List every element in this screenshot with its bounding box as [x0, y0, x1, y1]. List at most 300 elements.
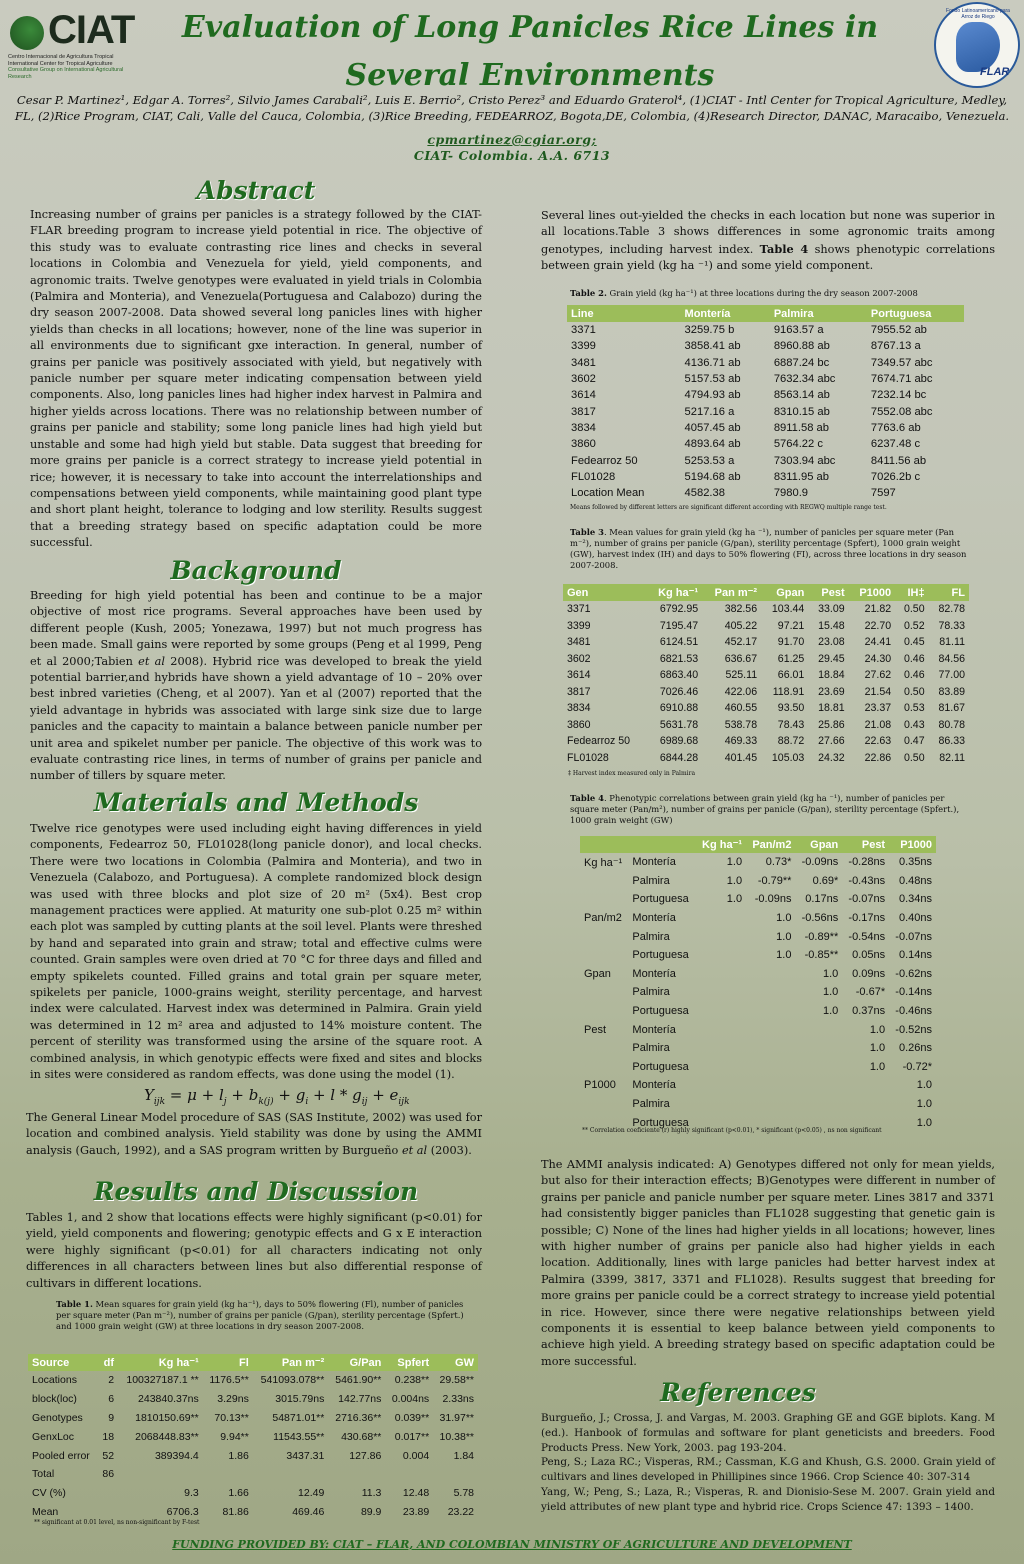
table4-cell: Portuguesa — [632, 1005, 689, 1018]
table4-cell: 1.0 — [776, 930, 792, 943]
background-text-part: 2008). Hybrid rice was developed to break the yield potential barrier,and hybrids have shown a yield advantage of 10 – 20% over best inbred varieties (Cheng, et al 2007). Yan et al (2007) reported that the yield advantage in hybrids was associated with large sink size due to large panicles and the capacity to maintain a balance between panicle number per unit area and spikelet number per panicle. The objective of this work was to evaluate contrasting rice lines, in terms of number of grains per panicle and number of tillers by square meter. — [30, 654, 482, 783]
table1-cell — [118, 1465, 203, 1484]
table2-caption-text: Grain yield (kg ha⁻¹) at three locations during the dry season 2007-2008 — [606, 288, 918, 298]
table1-cell: 9.3 — [184, 1487, 199, 1500]
table3-row — [563, 684, 969, 701]
background-heading: Background — [170, 556, 342, 585]
methods-text: Twelve rice genotypes were used including eight having differences in yield components, Fedearroz 50, FL01028(long panicle donor), and local checks. There were two locations in Colombia (Palmira and Monteria), and two in Venezuela (Calabozo, and Portuguesa). A complete randomized block design was used with three blocks and plot size of 20 m² (5x4). Best crop management practices were applied. At maturity one sub-plot 0.25 m² within each plot was sampled by cutting plants at the soil level. Plants were threshed by hand and separated into grain and straw; total and effective culms were counted. Grain samples were oven dried at 70 °C for three days and filled and empty spikelets counted. Filled grains and total grain per square meter, spikelets per panicle, 1000-grains weight, sterility percentage, and harvest index were calculated. Harvest index was determined in Palmira. Grain yield was determined in 12 m² area and adjusted to 14% moisture content. The percent of sterility was transformed using the arsine of the square root. A combined analysis, in which genotypic effects were fixed and sites and blocks in sites were considered as random effects, was done using the model (1). — [30, 822, 482, 1082]
table1-cell: 1.86 — [228, 1449, 249, 1462]
table4-cell — [580, 1095, 628, 1114]
table1-cell: 6 — [108, 1393, 115, 1406]
table4-cell: 1.0 — [869, 1060, 886, 1073]
table1-row — [28, 1371, 478, 1390]
table3-cell: 78.33 — [938, 619, 965, 632]
table4-cell — [795, 1058, 842, 1077]
table2-row — [567, 420, 964, 436]
table2-caption — [570, 288, 970, 299]
table4-cell: -0.07ns — [895, 930, 932, 943]
table2-row — [567, 469, 964, 485]
table4-header-cell — [580, 836, 628, 853]
table4-cell: -0.09ns — [754, 893, 792, 906]
poster-title: Evaluation of Long Panicles Rice Lines in Several Environments — [181, 10, 879, 93]
table3-cell: 91.70 — [777, 636, 805, 649]
table4-cell — [696, 1002, 746, 1021]
table3-row — [563, 700, 969, 717]
table4-cell — [842, 1095, 889, 1114]
table1-caption — [56, 1299, 466, 1332]
table1-cell: 29.58** — [439, 1374, 474, 1387]
table1-cell: 100327187.1 ** — [126, 1374, 199, 1387]
table4-header-cell: Kg ha⁻¹ — [696, 836, 746, 853]
ciat-sub-line: International Center for Tropical Agriculture — [8, 60, 113, 67]
table1-row — [28, 1484, 478, 1503]
background-text-part: Breeding for high yield potential has been and continue to be a major objective of most rice programs. Several approaches have been used by different people (Kush, 2005; Yonezawa, 1997) but not much progress has been made. Small gains were reported by some groups (Peng et al 1999, Peng et al 2000;Tabien — [30, 589, 482, 668]
table2-cell: 4582.38 — [684, 487, 725, 500]
table4-row — [580, 946, 936, 965]
table2-cell: 4794.93 ab — [684, 389, 741, 402]
table1-cell: 1176.5** — [209, 1374, 249, 1387]
table1-cell: 469.46 — [292, 1505, 325, 1518]
table4-row — [580, 1020, 936, 1039]
table2-cell: 7026.2b c — [870, 470, 921, 483]
table3-cell: 23.69 — [818, 685, 845, 698]
table4-cell: -0.43ns — [848, 874, 886, 887]
table4-caption-label: Table 4 — [570, 793, 604, 803]
table1-cell: Total — [32, 1468, 55, 1481]
table4-cell: 0.26ns — [898, 1042, 932, 1055]
table2-cell: 7674.71 abc — [870, 373, 933, 386]
table1-cell: 1810150.69** — [135, 1411, 199, 1424]
table4-row — [580, 1002, 936, 1021]
ciat-sub-line: Consultative Group on International Agricultural Research — [8, 67, 124, 80]
table2-cell: 7597 — [870, 487, 896, 500]
table4-cell — [696, 946, 746, 965]
email-link[interactable]: cpmartinez@cgiar.org; — [427, 132, 597, 147]
table3-cell: 29.45 — [818, 652, 845, 665]
table2-cell: 5157.53 ab — [684, 373, 741, 386]
table4-note: ** Correlation coeficiente (r) highly significant (p<0.01), * significant (p<0.05) , ns non significant — [582, 1127, 882, 1134]
table3-cell: 0.52 — [903, 619, 925, 632]
table1-cell: 54871.01** — [272, 1411, 325, 1424]
equation-text: $Y_{ijk} = \mu + l_j + b_{k(j)} + g_i + l * g_{ij} + e_{ijk}$ — [144, 1086, 410, 1107]
table1-cell: 2068448.83** — [135, 1430, 199, 1443]
table4 — [580, 836, 936, 1132]
table2-cell: Fedearroz 50 — [571, 454, 638, 467]
table4-cell — [580, 983, 628, 1002]
table4-cell: -0.62ns — [895, 967, 932, 980]
table1-cell: 9.94** — [220, 1430, 249, 1443]
table1-cell: 70.13** — [214, 1411, 249, 1424]
table4-cell: 1.0 — [726, 893, 743, 906]
table1-cell: 31.97** — [439, 1411, 474, 1424]
table4-header-cell: P1000 — [889, 836, 936, 853]
table4-cell — [746, 1095, 795, 1114]
table4-cell: 1.0 — [726, 874, 743, 887]
methods-text-part: The General Linear Model procedure of SAS (SAS Institute, 2002) was used for location and combined analysis. Yield stability was done by using the AMMI analysis (Gauch, 1992), and a SAS program written by Burgueño — [26, 1111, 482, 1157]
table1-cell: 389394.4 — [154, 1449, 199, 1462]
table4-cell: 1.0 — [822, 967, 839, 980]
table4-cell: -0.67* — [855, 986, 886, 999]
table4-cell: Portuguesa — [632, 1060, 689, 1073]
table2-cell: 4893.64 ab — [684, 438, 741, 451]
table4-cell: 1.0 — [869, 1023, 886, 1036]
table4-cell: 0.37ns — [852, 1005, 886, 1018]
table4-cell — [580, 946, 628, 965]
table4-cell: -0.52ns — [895, 1023, 932, 1036]
table4-cell — [696, 1039, 746, 1058]
table4-cell: 0.17ns — [805, 893, 839, 906]
table2-cell: 5764.22 c — [773, 438, 823, 451]
authors: Cesar P. Martinez¹, Edgar A. Torres², Silvio James Carabali², Luis E. Berrio², Cristo Perez³ and Eduardo Graterol⁴, (1)CIAT - Intl Center for Tropical Agriculture, Medley, FL, (2)Rice Program, CIAT, Cali, Valle del Cauca, Colombia, (3)Rice Breeding, FEDEARROZ, Bogota,DE, Colombia, (4)Research Director, DANAC, Maracaibo, Venezuela. — [14, 93, 1010, 123]
table2-row — [567, 355, 964, 371]
table4-cell: Montería — [632, 1079, 676, 1092]
table3-cell: 24.32 — [818, 751, 845, 764]
table4-cell: -0.17ns — [848, 912, 886, 925]
table1-cell: 3437.31 — [286, 1449, 325, 1462]
table2-cell: 5253.53 a — [684, 454, 735, 467]
methods-text-part: (2003). — [427, 1143, 472, 1157]
table4-cell — [696, 1058, 746, 1077]
table1-header-cell: Spfert — [385, 1354, 433, 1371]
table3-caption-text: . Mean values for grain yield (kg ha ⁻¹), number of panicles per square meter (Pan m⁻²), number of grains per panicle (G/pan), sterility percentage (Spfert), 1000 grain weight (GW), harvest index (IH) and days to 50% flowering (FI), across three locations in dry season 2007-2008. — [570, 527, 967, 570]
equation-svg — [142, 1084, 410, 1110]
table4-cell — [746, 1076, 795, 1095]
table2-cell: 7303.94 abc — [773, 454, 836, 467]
table3-cell: 6863.40 — [659, 669, 699, 682]
table3-cell: 21.82 — [864, 603, 892, 616]
table4-cell: -0.46ns — [895, 1005, 932, 1018]
table2-cell: 8311.95 ab — [773, 470, 829, 483]
table3-cell: 77.00 — [938, 669, 965, 682]
table4-row — [580, 927, 936, 946]
table1-row — [28, 1427, 478, 1446]
table4-cell: 1.0 — [822, 1005, 839, 1018]
table1-cell: 89.9 — [360, 1505, 382, 1518]
table2-cell: 5217.16 a — [684, 405, 735, 418]
table3-cell: 24.30 — [864, 652, 892, 665]
table4-cell — [746, 1002, 795, 1021]
table2-cell: 3371 — [571, 324, 596, 337]
reference-item: Burgueño, J.; Crossa, J. and Vargas, M. 2003. Graphing GE and GGE biplots. Kang. M (ed.). Hanbook of formulas and software for plant geneticists and breeders. Food Products Press. New York, 2003. pag 193-204. — [541, 1412, 995, 1454]
table2-row — [567, 403, 964, 419]
table3-cell: 0.46 — [903, 669, 925, 682]
table4-row — [580, 1058, 936, 1077]
table4-cell — [746, 1020, 795, 1039]
results-text: Tables 1, and 2 show that locations effects were highly significant (p<0.01) for yield, yield components and flowering; genotypic effects and G x E interaction were highly significant (p<0.01) for all characters indicating not only differences in all characters between lines but also differential response of cultivars in different locations. — [26, 1211, 482, 1290]
table3-header-cell: Gen — [563, 584, 646, 601]
table2-cell: 3614 — [571, 389, 596, 402]
table1-cell — [97, 1484, 118, 1503]
table3-cell: 93.50 — [777, 702, 805, 715]
table1-header-cell: Kg ha⁻¹ — [118, 1354, 203, 1371]
table1-cell: 5461.90** — [335, 1374, 382, 1387]
table2-row — [567, 322, 964, 338]
table1-cell: 3015.79ns — [275, 1393, 325, 1406]
table3-cell: 0.45 — [903, 636, 925, 649]
table3-row — [563, 618, 969, 635]
table1-cell: 0.238** — [394, 1374, 430, 1387]
table3-cell: 382.56 — [724, 603, 758, 616]
table3 — [563, 584, 969, 766]
methods-text-2 — [26, 1110, 482, 1159]
table4-header-row — [580, 836, 936, 853]
table4-header-cell — [628, 836, 695, 853]
references-heading: References — [660, 1378, 816, 1407]
table2-cell: 7955.52 ab — [870, 324, 927, 337]
table3-cell: 66.01 — [777, 669, 805, 682]
table4-header-cell: Gpan — [795, 836, 842, 853]
table1-header-cell: Fl — [203, 1354, 253, 1371]
table3-cell: 22.86 — [864, 751, 892, 764]
table3-row — [563, 634, 969, 651]
table1-cell: 2.33ns — [442, 1393, 474, 1406]
address: CIAT- Colombia. A.A. 6713 — [413, 148, 611, 163]
table2-cell: 8310.15 ab — [773, 405, 830, 418]
table4-cell: 1.0 — [916, 1079, 932, 1092]
table3-cell: 82.11 — [939, 751, 965, 764]
table1-cell — [385, 1465, 433, 1484]
table1-cell: 127.86 — [349, 1449, 382, 1462]
abstract-text: Increasing number of grains per panicles is a strategy followed by the CIAT-FLAR breeding program to increase yield potential in rice. The objective of this study was to evaluate contrasting rice lines and checks in several locations in Colombia and Venezuela for yield, yield components, and agronomic traits. Twelve genotypes were evaluated in yield trials in Colombia (Palmira and Monteria), and Venezuela(Portuguesa and Calabozo) during the dry season 2007-2008. Data showed several long panicles lines with higher yields than checks in all locations; however, none of the line was superior in all environments due to significant gxe interaction. In general, number of grains per panicle was positively associated with yield, but negatively with panicle number per square meter indicating compensation between yield components. Also, long panicles lines had higher index harvest in Palmira and higher yields across locations. There was no relationship between number of grains per panicle and stability; some long panicle lines had high yield but unstable and some had high yield but stable. Data suggest that breeding for more grains per panicle is a correct strategy to increase yield potential in rice; however, it is necessary to take into account the interrelationships and compensations between yield components, while maintaining good plant type and short plant height, tolerance to lodging and low sterility. Results suggest that a breeding strategy based on specific adaptation could be more successful. — [30, 208, 482, 550]
table4-row — [580, 1095, 936, 1114]
table4-cell: Palmira — [632, 930, 670, 943]
table4-row — [580, 1076, 936, 1095]
table1-caption-text: Mean squares for grain yield (kg ha⁻¹), days to 50% flowering (Fl), number of panicles per square meter (Pan m⁻²), number of grains per panicle (G/pan), sterility percentage (Spfert.) and 1000 grain weight (GW) at three locations in dry season 2007-2008. — [56, 1299, 464, 1331]
table1-cell: 1.84 — [453, 1449, 474, 1462]
table4-cell: 0.35ns — [898, 856, 932, 869]
ciat-logo-subtitle — [8, 54, 138, 80]
table1-cell: block(loc) — [32, 1393, 77, 1406]
table4-cell — [795, 1076, 842, 1095]
table3-caption-label: Table 3 — [570, 527, 604, 537]
table1 — [28, 1354, 478, 1521]
table1-row — [28, 1409, 478, 1428]
table4-cell — [580, 872, 628, 891]
table2-row — [567, 387, 964, 403]
table4-cell: 0.69* — [812, 874, 839, 887]
table4-cell — [580, 1002, 628, 1021]
table3-cell: 86.33 — [938, 735, 965, 748]
table4-row — [580, 853, 936, 872]
table1-cell: Pooled error — [32, 1449, 90, 1462]
table1-cell: 52 — [102, 1449, 115, 1462]
table4-cell: 1.0 — [776, 912, 792, 925]
table3-header-cell: FL — [929, 584, 969, 601]
table1-cell: 0.039** — [394, 1411, 430, 1424]
table3-row — [563, 733, 969, 750]
table4-cell: Montería — [632, 1023, 676, 1036]
table1-cell: 430.68** — [341, 1430, 382, 1443]
table3-cell: 81.11 — [939, 636, 965, 649]
table1-row — [28, 1390, 478, 1409]
table4-header-cell: Pest — [842, 836, 889, 853]
table3-cell: 84.56 — [938, 652, 965, 665]
table3-cell: 61.25 — [777, 652, 805, 665]
table3-cell: 7195.47 — [659, 619, 699, 632]
table3-cell: 3481 — [567, 636, 591, 649]
table2-cell: 7980.9 — [773, 487, 809, 500]
results-heading: Results and Discussion — [93, 1177, 419, 1206]
table1-cell: GenxLoc — [32, 1430, 75, 1443]
table1-header-cell: Pan m⁻² — [253, 1354, 329, 1371]
flar-map-icon — [956, 22, 1000, 72]
table4-cell: -0.56ns — [801, 912, 839, 925]
table4-cell — [580, 927, 628, 946]
table4-cell — [842, 1076, 889, 1095]
table3-cell: 82.78 — [938, 603, 965, 616]
table4-row — [580, 872, 936, 891]
table4-row — [580, 909, 936, 928]
background-text — [30, 588, 482, 785]
table2-cell: 3834 — [571, 421, 596, 434]
table2-header-cell: Line — [567, 305, 681, 322]
table2-cell: 7763.6 ab — [870, 421, 921, 434]
table2-cell: 7632.34 abc — [773, 373, 836, 386]
table2-cell: 8563.14 ab — [773, 389, 830, 402]
table4-cell — [696, 1076, 746, 1095]
table1-header-cell: G/Pan — [328, 1354, 385, 1371]
funding-note: FUNDING PROVIDED BY: CIAT – FLAR, AND COLOMBIAN MINISTRY OF AGRICULTURE AND DEVELOPMENT — [172, 1538, 852, 1551]
table1-header-row — [28, 1354, 478, 1371]
table1-cell: 3.29ns — [217, 1393, 249, 1406]
table3-cell: 0.47 — [903, 735, 925, 748]
table4-cell: 0.34ns — [898, 893, 932, 906]
table3-cell: 405.22 — [724, 619, 758, 632]
table1-cell — [328, 1465, 385, 1484]
ciat-leaf-icon — [10, 16, 44, 50]
table3-cell: 80.78 — [938, 718, 965, 731]
table3-header-cell: P1000 — [849, 584, 896, 601]
table3-cell: 0.53 — [903, 702, 925, 715]
table4-cell — [696, 909, 746, 928]
table4-cell: -0.28ns — [848, 856, 886, 869]
table3-cell: 3860 — [567, 718, 591, 731]
table2-cell: FL01028 — [571, 470, 616, 483]
table4-cell: 0.05ns — [852, 949, 886, 962]
table1-cell: 243840.37ns — [138, 1393, 199, 1406]
table4-cell: -0.89** — [804, 930, 839, 943]
table4-cell: 0.40ns — [898, 912, 932, 925]
table3-cell: 0.46 — [903, 652, 925, 665]
reference-item: Peng, S.; Laza RC.; Visperas, RM.; Cassman, K.G and Khush, G.S. 2000. Grain yield of cultivars and lines developed in Phillipines since 1966. Crop Science 40: 307-314 — [541, 1456, 995, 1484]
table4-cell — [795, 1095, 842, 1114]
table3-cell: 24.41 — [864, 636, 892, 649]
table2 — [567, 305, 964, 501]
table3-cell: 15.48 — [818, 619, 845, 632]
table3-cell: 83.89 — [938, 685, 965, 698]
table1-header-cell: df — [97, 1354, 118, 1371]
table4-cell — [746, 965, 795, 984]
right-intro-text — [541, 208, 995, 275]
table4-caption — [570, 793, 968, 826]
table2-row — [567, 452, 964, 468]
table3-cell: 636.67 — [724, 652, 758, 665]
table4-row — [580, 1039, 936, 1058]
reference-item: Yang, W.; Peng, S.; Laza, R.; Visperas, R. and Dionisio-Sese M. 2007. Grain yield and yield attributes of new plant type and hybrid rice. Crops Science 47: 1393 – 1400. — [541, 1485, 995, 1513]
flar-ring-text: Fondo Latinoamericano para Arroz de Riego — [946, 8, 1010, 20]
table1-cell: 0.017** — [394, 1430, 430, 1443]
table4-row — [580, 983, 936, 1002]
table4-cell — [795, 1039, 842, 1058]
table2-header-cell: Portuguesa — [867, 305, 964, 322]
table4-cell — [746, 1039, 795, 1058]
table2-cell: 4136.71 ab — [684, 356, 741, 369]
table1-cell: 9 — [108, 1411, 115, 1424]
table3-cell: 469.33 — [724, 735, 758, 748]
table3-cell: 22.63 — [864, 735, 892, 748]
table3-cell: 6792.95 — [659, 603, 699, 616]
table1-cell: 12.49 — [298, 1487, 325, 1500]
table4-cell: Pan/m2 — [584, 912, 622, 925]
table1-cell: 23.89 — [402, 1505, 430, 1518]
table4-cell: -0.72* — [902, 1060, 932, 1073]
table1-cell: 11.3 — [361, 1487, 382, 1500]
table3-row — [563, 667, 969, 684]
table4-cell: 0.48ns — [898, 874, 932, 887]
table4-cell: -0.85** — [804, 949, 839, 962]
table1-cell: 2716.36** — [335, 1411, 382, 1424]
table3-cell: 3614 — [567, 669, 591, 682]
table4-row — [580, 965, 936, 984]
right-intro-part: shows phenotypic correlations between grain yield (kg ha ⁻¹) and some yield component. — [541, 242, 995, 273]
table3-cell: 401.45 — [724, 751, 758, 764]
table2-cell: 8411.56 ab — [870, 454, 927, 467]
ciat-logo — [8, 10, 133, 80]
table1-cell: 10.38** — [439, 1430, 474, 1443]
table4-cell: -0.07ns — [848, 893, 886, 906]
flar-logo — [934, 2, 1020, 88]
table1-header-cell: GW — [433, 1354, 478, 1371]
table1-cell: 0.004ns — [391, 1393, 430, 1406]
table3-caption — [570, 527, 968, 571]
table1-cell: 5.78 — [453, 1487, 474, 1500]
table4-cell: 0.14ns — [898, 949, 932, 962]
table4-cell — [580, 1058, 628, 1077]
table4-cell — [580, 1039, 628, 1058]
ammi-text: The AMMI analysis indicated: A) Genotypes differed not only for mean yields, but also for their interaction effects; B)Genotypes were different in number of grains per panicle and panicle number per square meter. Lines 3817 and 3371 had consistently bigger panicles than FL1028 suggesting that genetic gain is possible; C) None of the lines had higher yields in all locations; however, lines with higher number of grains per panicle also had higher yields in each location. Additionally, lines with large panicles had better harvest index at Palmira (3399, 3817, 3371 and FL1028). Results suggest that breeding for more grains per panicle could be a correct strategy to increase yield potential in rice. However, since there were negative relationships between yield components it is essential to keep balance between yield components to achieve high yield. A breeding strategy based on specific adaptation could be more successful. — [541, 1158, 995, 1368]
table2-cell: 3602 — [571, 373, 596, 386]
table4-cell: 1.0 — [822, 986, 839, 999]
table3-cell: 6821.53 — [659, 652, 699, 665]
table3-cell: 105.03 — [771, 751, 805, 764]
table1-cell: 1.66 — [228, 1487, 249, 1500]
table2-header-cell: Montería — [681, 305, 770, 322]
table3-cell: 525.11 — [725, 669, 758, 682]
table2-row — [567, 485, 964, 501]
table3-cell: 21.08 — [864, 718, 892, 731]
table3-cell: 6910.88 — [659, 702, 699, 715]
table3-row — [563, 717, 969, 734]
table1-row — [28, 1465, 478, 1484]
table3-cell: 21.54 — [864, 685, 892, 698]
table3-cell: 0.50 — [903, 751, 925, 764]
table1-cell: 541093.078** — [260, 1374, 325, 1387]
references-list — [541, 1411, 995, 1515]
flar-logo-text: FLAR — [980, 66, 1010, 78]
table3-cell: 538.78 — [724, 718, 758, 731]
table3-cell: 18.84 — [818, 669, 845, 682]
table3-cell: 81.67 — [938, 702, 965, 715]
table3-cell: 0.50 — [903, 685, 925, 698]
table3-cell: Fedearroz 50 — [567, 735, 631, 748]
table4-cell: Montería — [632, 967, 676, 980]
table3-cell: 6989.68 — [659, 735, 699, 748]
table2-cell: 3259.75 b — [684, 324, 735, 337]
table2-row — [567, 436, 964, 452]
table4-cell: 1.0 — [726, 856, 743, 869]
table4-cell — [746, 983, 795, 1002]
table3-cell: 3399 — [567, 619, 591, 632]
